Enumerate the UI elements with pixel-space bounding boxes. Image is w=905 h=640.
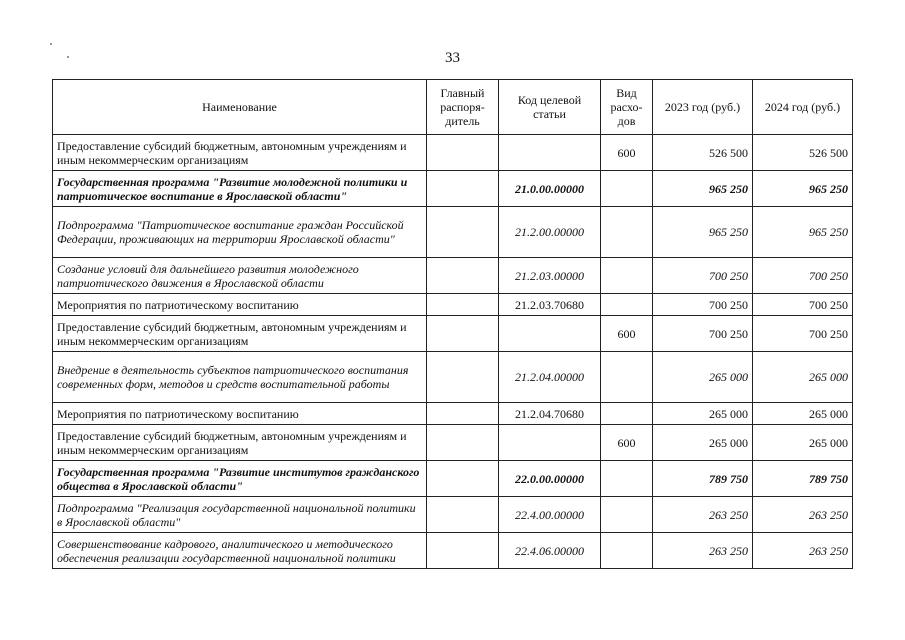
header-2023: 2023 год (руб.) (653, 80, 753, 135)
row-kind-cell (601, 352, 653, 403)
table-row (53, 316, 853, 352)
table-header-row (53, 80, 853, 135)
row-manager-cell (427, 316, 499, 352)
table-body (53, 135, 853, 569)
row-manager-cell (427, 403, 499, 425)
row-kind-cell (601, 403, 653, 425)
row-code-cell: 21.2.04.70680 (499, 403, 601, 425)
row-name-cell: Государственная программа "Развитие институтов гражданского общества в Ярославской области" (53, 461, 427, 497)
row-name-cell: Подпрограмма "Патриотическое воспитание граждан Российской Федерации, проживающих на территории Ярославской области" (53, 207, 427, 258)
row-2024-cell: 700 250 (753, 294, 853, 316)
row-2024-cell: 263 250 (753, 497, 853, 533)
row-manager-cell (427, 533, 499, 569)
row-2024-cell: 265 000 (753, 352, 853, 403)
row-kind-cell (601, 171, 653, 207)
row-code-cell: 22.4.06.00000 (499, 533, 601, 569)
header-2024: 2024 год (руб.) (753, 80, 853, 135)
row-code-cell (499, 316, 601, 352)
row-2024-cell: 965 250 (753, 171, 853, 207)
row-manager-cell (427, 135, 499, 171)
row-name-cell: Подпрограмма "Реализация государственной национальной политики в Ярославской области" (53, 497, 427, 533)
row-2024-cell: 265 000 (753, 425, 853, 461)
row-manager-cell (427, 461, 499, 497)
row-name-cell: Государственная программа "Развитие молодежной политики и патриотическое воспитание в Ярославской области" (53, 171, 427, 207)
row-kind-cell (601, 533, 653, 569)
row-manager-cell (427, 207, 499, 258)
row-name-cell: Предоставление субсидий бюджетным, автономным учреждениям и иным некоммерческим организациям (53, 135, 427, 171)
header-kind: Вид расхо-дов (601, 80, 653, 135)
row-code-cell: 21.2.04.00000 (499, 352, 601, 403)
table-row (53, 461, 853, 497)
row-2023-cell: 700 250 (653, 316, 753, 352)
row-2023-cell: 700 250 (653, 294, 753, 316)
row-2024-cell: 265 000 (753, 403, 853, 425)
row-2023-cell: 263 250 (653, 497, 753, 533)
row-kind-cell (601, 461, 653, 497)
row-name-cell: Совершенствование кадрового, аналитического и методического обеспечения реализации государственной национальной политики (53, 533, 427, 569)
row-2024-cell: 526 500 (753, 135, 853, 171)
table-row (53, 425, 853, 461)
row-2023-cell: 965 250 (653, 207, 753, 258)
row-2024-cell: 700 250 (753, 316, 853, 352)
row-2023-cell: 265 000 (653, 425, 753, 461)
row-manager-cell (427, 425, 499, 461)
scan-speck (50, 43, 52, 45)
row-kind-cell (601, 207, 653, 258)
row-name-cell: Предоставление субсидий бюджетным, автономным учреждениям и иным некоммерческим организациям (53, 425, 427, 461)
table-row (53, 135, 853, 171)
row-name-cell: Создание условий для дальнейшего развития молодежного патриотического движения в Ярославской области (53, 258, 427, 294)
row-code-cell (499, 425, 601, 461)
row-name-cell: Мероприятия по патриотическому воспитанию (53, 403, 427, 425)
table-row (53, 294, 853, 316)
row-manager-cell (427, 352, 499, 403)
header-code: Код целевой статьи (499, 80, 601, 135)
row-kind-cell: 600 (601, 135, 653, 171)
table-row (53, 207, 853, 258)
row-2023-cell: 526 500 (653, 135, 753, 171)
header-name: Наименование (53, 80, 427, 135)
row-manager-cell (427, 258, 499, 294)
row-2023-cell: 265 000 (653, 403, 753, 425)
row-code-cell: 21.2.00.00000 (499, 207, 601, 258)
table-row (53, 403, 853, 425)
row-name-cell: Мероприятия по патриотическому воспитанию (53, 294, 427, 316)
row-code-cell: 22.0.00.00000 (499, 461, 601, 497)
row-kind-cell (601, 294, 653, 316)
row-name-cell: Внедрение в деятельность субъектов патриотического воспитания современных форм, методов и средств воспитательной работы (53, 352, 427, 403)
row-2023-cell: 263 250 (653, 533, 753, 569)
table-row (53, 352, 853, 403)
row-2023-cell: 789 750 (653, 461, 753, 497)
row-name-cell: Предоставление субсидий бюджетным, автономным учреждениям и иным некоммерческим организациям (53, 316, 427, 352)
row-kind-cell: 600 (601, 425, 653, 461)
row-code-cell: 21.0.00.00000 (499, 171, 601, 207)
row-code-cell: 22.4.00.00000 (499, 497, 601, 533)
row-kind-cell (601, 258, 653, 294)
row-2023-cell: 265 000 (653, 352, 753, 403)
row-manager-cell (427, 294, 499, 316)
page-number: 33 (445, 50, 460, 66)
row-code-cell (499, 135, 601, 171)
header-manager: Главный распоря-дитель (427, 80, 499, 135)
table-row (53, 171, 853, 207)
row-2023-cell: 700 250 (653, 258, 753, 294)
row-manager-cell (427, 171, 499, 207)
row-code-cell: 21.2.03.00000 (499, 258, 601, 294)
row-2024-cell: 789 750 (753, 461, 853, 497)
budget-table (52, 79, 853, 569)
row-2023-cell: 965 250 (653, 171, 753, 207)
row-manager-cell (427, 497, 499, 533)
row-kind-cell (601, 497, 653, 533)
row-2024-cell: 263 250 (753, 533, 853, 569)
table-row (53, 258, 853, 294)
table-row (53, 497, 853, 533)
row-2024-cell: 700 250 (753, 258, 853, 294)
row-code-cell: 21.2.03.70680 (499, 294, 601, 316)
row-2024-cell: 965 250 (753, 207, 853, 258)
row-kind-cell: 600 (601, 316, 653, 352)
table-row (53, 533, 853, 569)
